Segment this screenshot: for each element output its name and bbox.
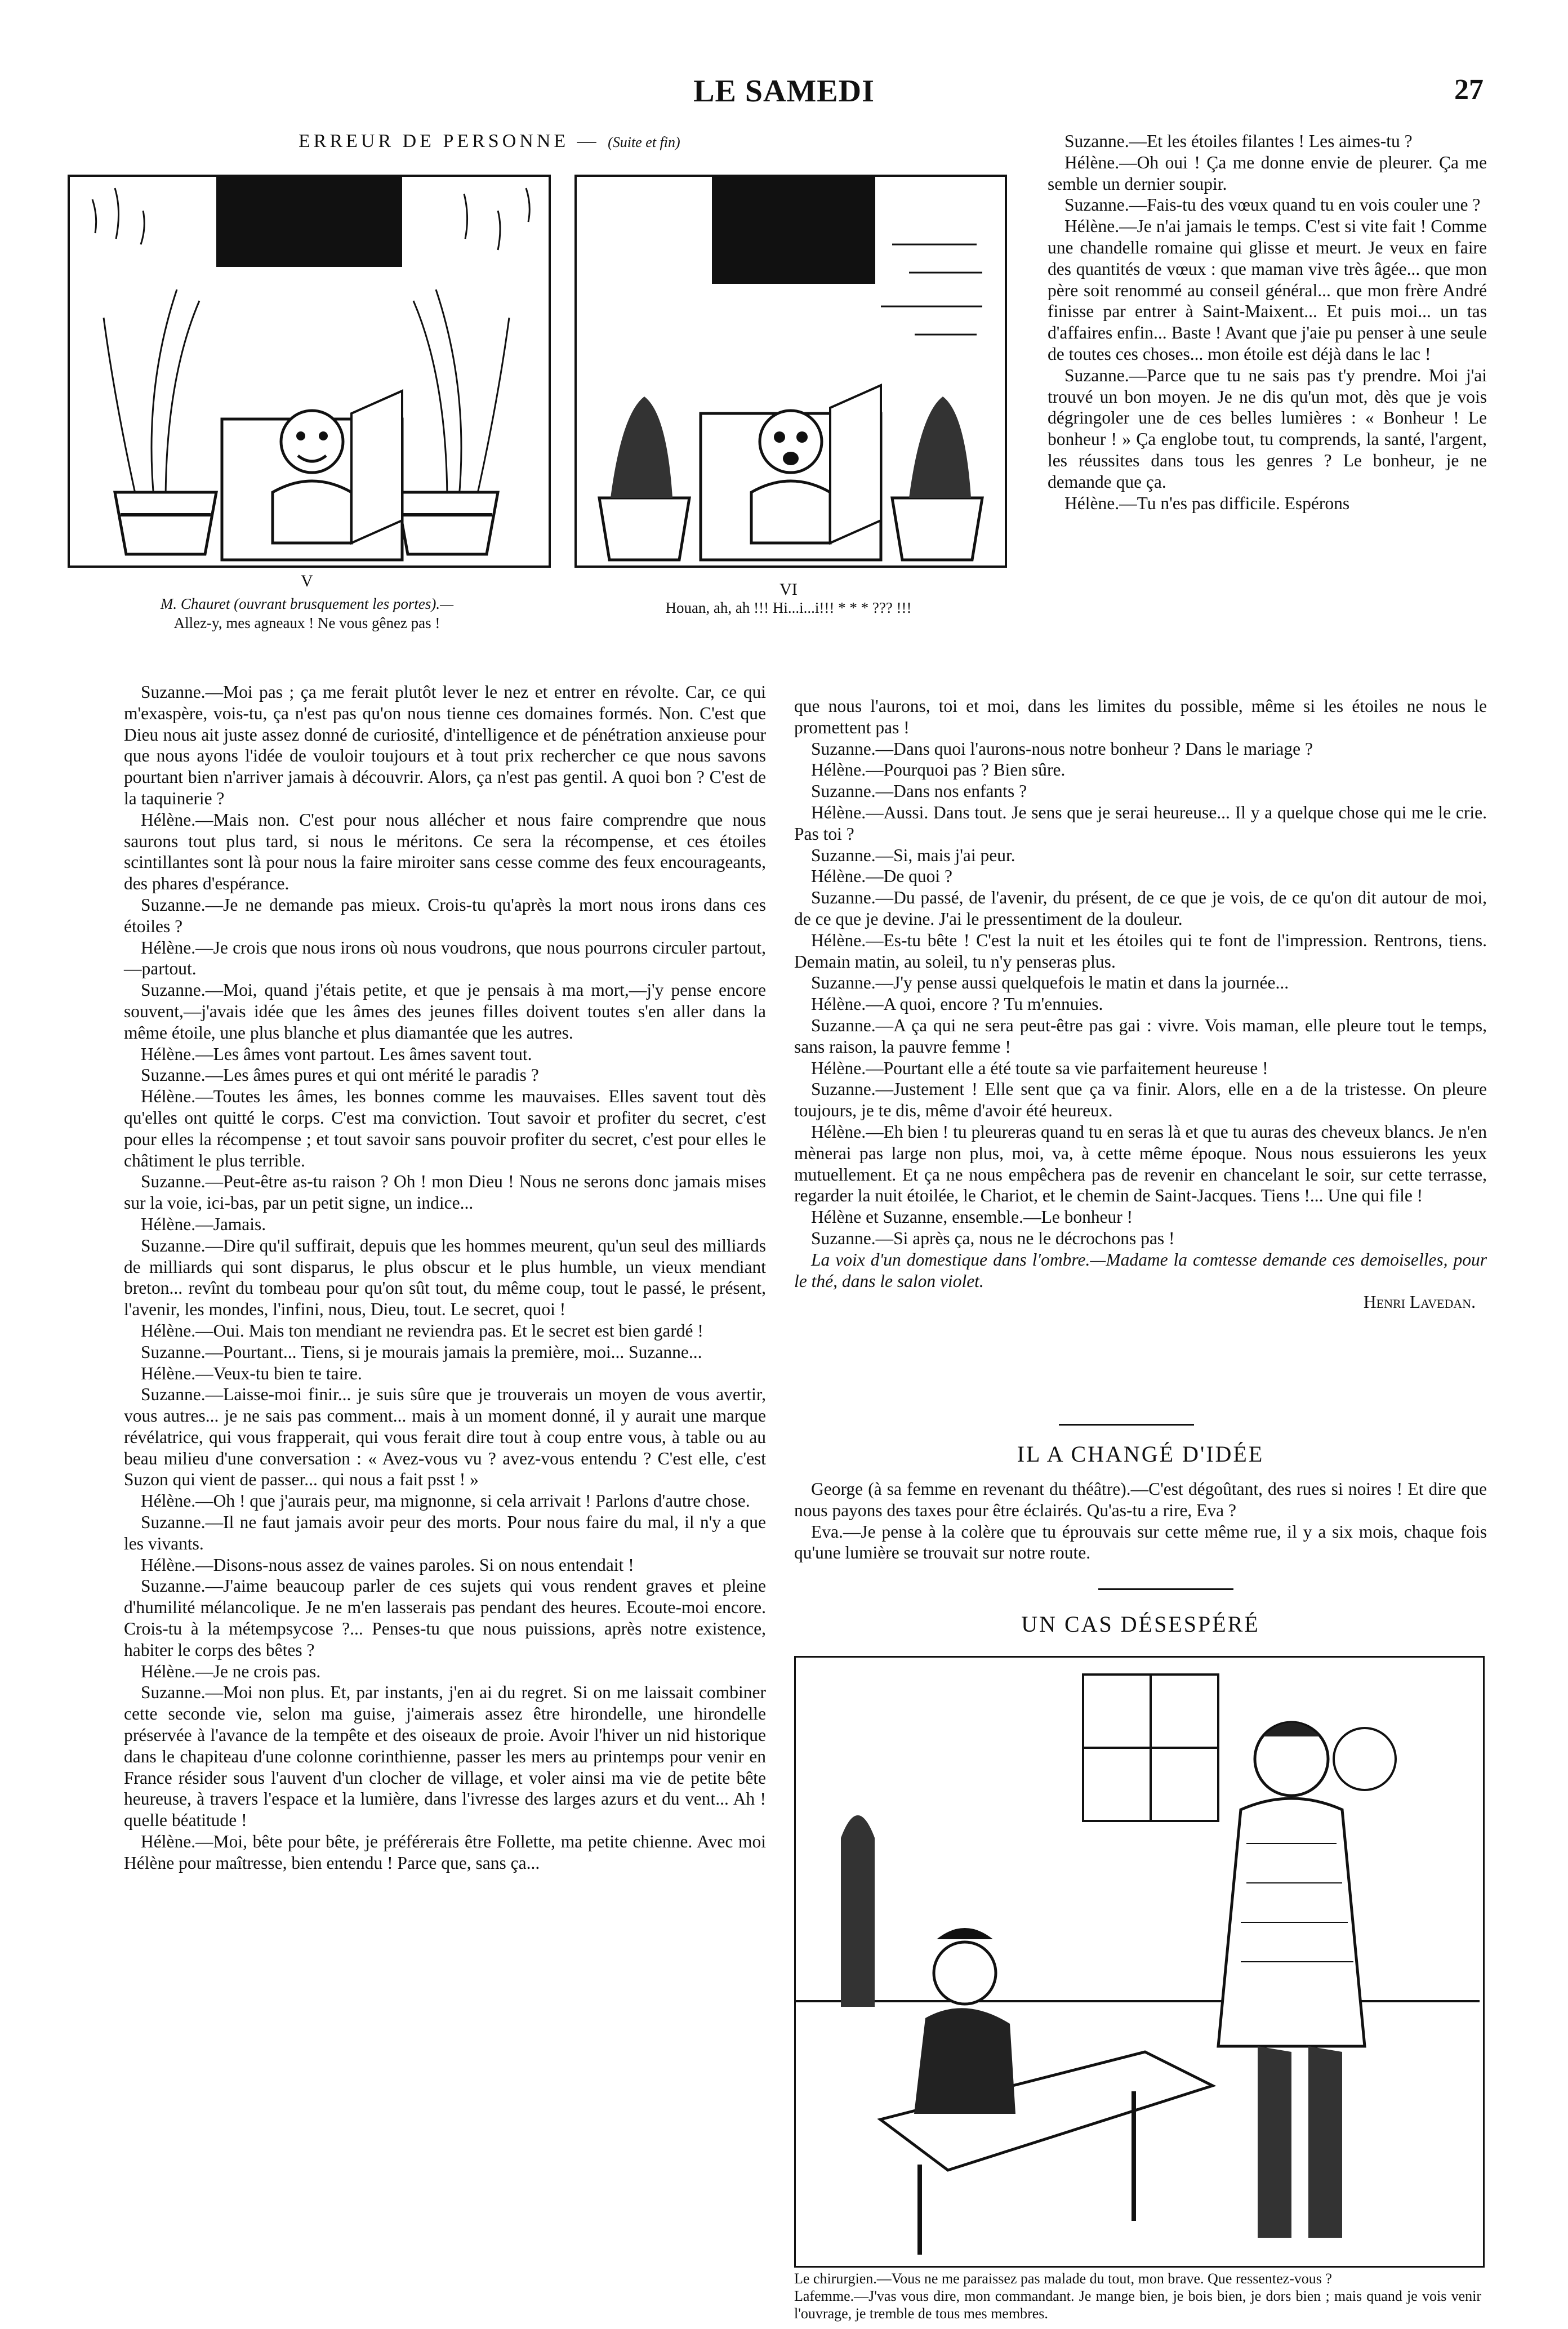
paragraph: Suzanne.—Moi pas ; ça me ferait plutôt lever le nez et entrer en révolte. Car, ce qui m'exaspère, vois-tu, ça n'est pas qu'on nous tienne ces domaines formés. Non. C'est que Dieu nous ait juste assez donné de curiosité, d'intelligence et de pénétration anxieuse pour que nous ayons l'idée de vouloir toujours et à tout prix rechercher ce que nous savons pourtant bien n'arriver jamais à découvrir. Alors, ça n'est pas gentil. A quoi bon ? C'est de la taquinerie ? [124, 682, 766, 808]
section-divider [1059, 1424, 1194, 1426]
paragraph: Hélène.—Mais non. C'est pour nous allécher et nous faire comprendre que nous saurons tout plus tard, si nous le méritons. Ce sera la récompense, et ces étoiles scintillantes sont là pour nous la faire miroiter sans cesse comme des feux encourageants, des phares d'espérance. [124, 809, 766, 894]
paragraph: Suzanne.—Et les étoiles filantes ! Les aimes-tu ? [1064, 131, 1413, 151]
paragraph: Suzanne.—Les âmes pures et qui ont mérité le paradis ? [141, 1065, 539, 1085]
article-title-text: ERREUR DE PERSONNE [299, 131, 569, 152]
paragraph: Hélène.—Tu n'es pas difficile. Espérons [1064, 493, 1350, 513]
paragraph: Suzanne.—Je ne demande pas mieux. Crois-tu qu'après la mort nous irons dans ces étoiles ? [124, 894, 766, 936]
paragraph: Suzanne.—Parce que tu ne sais pas t'y prendre. Moi j'ai trouvé un bon moyen. Je ne dis qu'un mot, dès que je vois dégringoler une de ces belles lumières : « Bonheur ! Le bonheur ! » Ça englobe tout, tu comprends, la santé, l'argent, les réussites dans tous les genres ? Le bonheur, je ne demande que ça. [1048, 365, 1487, 492]
section-divider [1098, 1588, 1233, 1590]
paragraph: Hélène.—Moi, bête pour bête, je préférerais être Follette, ma petite chienne. Avec moi Hélène pour maîtresse, bien entendu ! Parce que, sans ça... [124, 1832, 766, 1873]
paragraph: Suzanne.—Fais-tu des vœux quand tu en vois couler une ? [1064, 195, 1481, 215]
panel-v-number: V [301, 572, 313, 590]
illustration-panel-vi [574, 175, 1007, 568]
right-column-top-text [1048, 131, 1487, 514]
paragraph: Hélène.—Je n'ai jamais le temps. C'est si vite fait ! Comme une chandelle romaine qui glisse et meurt. Je veux en faire des quantités de vœux : que maman vive très âgée... que mon père soit renommé au conseil général... que mon frère André finisse par entrer à Saint-Maixent... Et puis moi... un tas d'affaires enfin... Baste ! Avant que j'aie pu penser à une seule de toutes ces choses... mon étoile est déjà dans le lac ! [1048, 216, 1487, 364]
panel-vi-caption [574, 598, 1003, 617]
paragraph: Hélène.—Eh bien ! tu pleureras quand tu en seras là et que tu auras des cheveux blancs. Je n'en mènerai pas large non plus, moi, va, à cette même époque. Nous nous essuierons les yeux mutuellement. Et ça ne nous empêchera pas de revenir en chancelant le soir, sur cette terrasse, regarder la nuit étoilée, le Chariot, et le chemin de Saint-Jacques. Tiens !... Une qui file ! [794, 1121, 1487, 1206]
paragraph: Hélène.—A quoi, encore ? Tu m'ennuies. [811, 994, 1103, 1014]
cartoon-drawing [796, 1658, 1480, 2263]
caption-line: Le chirurgien.—Vous ne me paraissez pas malade du tout, mon brave. Que ressentez-vous ? [794, 2270, 1332, 2287]
paragraph: La voix d'un domestique dans l'ombre.—Madame la comtesse demande ces demoiselles, pour le thé, dans le salon violet. [794, 1249, 1487, 1291]
paragraph: Hélène.—Veux-tu bien te taire. [141, 1363, 362, 1383]
paragraph: Suzanne.—Si après ça, nous ne le décrochons pas ! [811, 1228, 1175, 1248]
paragraph: que nous l'aurons, toi et moi, dans les limites du possible, même si les étoiles ne nous le promettent pas ! [794, 696, 1487, 737]
paragraph: Suzanne.—J'y pense aussi quelquefois le matin et dans la journée... [811, 973, 1289, 993]
paragraph: Suzanne.—A ça qui ne sera peut-être pas gai : vivre. Vois maman, elle pleure tout le temps, sans raison, la pauvre femme ! [794, 1015, 1487, 1057]
left-column-text [124, 682, 766, 1874]
paragraph: Suzanne.—Il ne faut jamais avoir peur des morts. Pour nous faire du mal, il n'y a que les vivants. [124, 1512, 766, 1553]
caption-line: Lafemme.—J'vas vous dire, mon commandant. Je mange bien, je bois bien, je dors bien ; mais quand je vois venir l'ouvrage, je tremble de tous mes membres. [794, 2288, 1481, 2322]
paragraph: Suzanne.—Peut-être as-tu raison ? Oh ! mon Dieu ! Nous ne serons donc jamais mises sur la voie, ici-bas, par un petit signe, un indice... [124, 1172, 766, 1213]
paragraph: Hélène.—Je ne crois pas. [141, 1661, 321, 1681]
paragraph: Suzanne.—Moi, quand j'étais petite, et que je pensais à ma mort,—j'y pense encore souvent,—j'avais idée que les âmes des jeunes filles doivent toutes s'en aller dans la même étoile, une plus blanche et plus diamantée que les autres. [124, 980, 766, 1043]
story-il-a-change-text [794, 1479, 1487, 1564]
paragraph: Suzanne.—Du passé, de l'avenir, du présent, de ce que je vois, de ce qu'on dit autour de moi, de ce que je devine. J'ai le pressentiment de la douleur. [794, 888, 1487, 929]
paragraph: Hélène.—Toutes les âmes, les bonnes comme les mauvaises. Elles savent tout dès qu'elles ont quitté le corps. C'est ma conviction. Tout savoir et profiter du secret, c'est pour elles la récompense ; et tout savoir sans pouvoir profiter du secret, c'est pour elles le châtiment le plus terrible. [124, 1086, 766, 1170]
paragraph: Hélène.—Aussi. Dans tout. Je sens que je serai heureuse... Il y a quelque chose qui me le crie. Pas toi ? [794, 802, 1487, 844]
paragraph: Eva.—Je pense à la colère que tu éprouvais sur cette même rue, il y a six mois, chaque fois qu'une lumière se trouvait sur notre route. [794, 1521, 1487, 1563]
paragraph: Hélène.—Les âmes vont partout. Les âmes savent tout. [141, 1044, 532, 1064]
paragraph: Hélène.—Oh ! que j'aurais peur, ma mignonne, si cela arrivait ! Parlons d'autre chose. [141, 1491, 750, 1511]
panel-v-caption-line: Allez-y, mes agneaux ! Ne vous gênez pas ! [173, 614, 440, 631]
paragraph: George (à sa femme en revenant du théâtre).—C'est dégoûtant, des rues si noires ! Et dire que nous payons des taxes pour être éclairés. Qu'as-tu a rire, Eva ? [794, 1479, 1487, 1520]
page-number: 27 [1454, 74, 1484, 106]
paragraph: Suzanne.—Dire qu'il suffirait, depuis que les hommes meurent, qu'un seul des milliards de milliards qui sont disparus, le plus obscur et le plus humble, un vieux mendiant breton... revînt du tombeau pour qu'on sût tout, du même coup, tout le passé, le présent, l'avenir, les mondes, l'infini, nous, Dieu, tout. Le secret, quoi ! [124, 1235, 766, 1320]
paragraph: Suzanne.—Laisse-moi finir... je suis sûre que je trouverais un moyen de vous avertir, vous autres... je ne sais pas comment... mais à un moment donné, il y aurait une marque révélatrice, qui vous frapperait, qui vous ferait dire tout à coup entre vous, à table ou au beau milieu d'une conversation : « Avez-vous vu ? avez-vous entendu ? C'est elle, c'est Suzon qui vient de passer... qui nous a fait psst ! » [124, 1384, 766, 1490]
right-column-wide-text [794, 696, 1487, 1313]
paragraph: Hélène.—Disons-nous assez de vaines paroles. Si on nous entendait ! [141, 1555, 634, 1575]
paragraph: Hélène et Suzanne, ensemble.—Le bonheur ! [811, 1207, 1133, 1227]
paragraph: Suzanne.—Dans nos enfants ? [811, 781, 1027, 801]
paragraph: Hélène.—Pourtant elle a été toute sa vie parfaitement heureuse ! [811, 1058, 1268, 1078]
journal-title: LE SAMEDI [693, 74, 875, 109]
paragraph: Hélène.—Jamais. [141, 1214, 266, 1234]
paragraph: Hélène.—Oh oui ! Ça me donne envie de pleurer. Ça me semble un dernier soupir. [1048, 152, 1487, 194]
article-title-suffix: (Suite et fin) [608, 134, 680, 150]
paragraph: Suzanne.—Dans quoi l'aurons-nous notre bonheur ? Dans le mariage ? [811, 738, 1313, 759]
panel-v-caption [68, 594, 546, 633]
paragraph: Hélène.—Je crois que nous irons où nous voudrons, que nous pourrons circuler partout,—partout. [124, 937, 766, 979]
paragraph: Suzanne.—J'aime beaucoup parler de ces sujets qui vous rendent graves et pleine d'humilité mélancolique. Je ne m'en lasserais pas pendant des heures. Ecoute-moi encore. Crois-tu à la métempsycose ?... Penses-tu que nous puissions, après notre existence, habiter le corps des bêtes ? [124, 1576, 766, 1660]
paragraph: Hélène.—Pourquoi pas ? Bien sûre. [811, 760, 1066, 780]
panel-vi-number: VI [779, 580, 798, 599]
panel-v-drawing [70, 177, 549, 565]
paragraph: Hélène.—Es-tu bête ! C'est la nuit et les étoiles qui te font de l'impression. Rentrons, tiens. Demain matin, au soleil, tu n'y penseras plus. [794, 930, 1487, 972]
panel-vi-drawing [577, 177, 1005, 565]
paragraph: Hélène.—De quoi ? [811, 866, 953, 887]
story-title-il-a-change: IL A CHANGÉ D'IDÉE [1017, 1441, 1264, 1467]
paragraph: Hélène.—Oui. Mais ton mendiant ne reviendra pas. Et le secret est bien gardé ! [141, 1320, 703, 1341]
article-title: ERREUR DE PERSONNE — (Suite et fin) [299, 131, 680, 152]
author-signature: Henri Lavedan. [1363, 1292, 1476, 1312]
panel-v-caption-line: M. Chauret (ouvrant brusquement les portes).— [160, 595, 454, 612]
paragraph: Suzanne.—Si, mais j'ai peur. [811, 845, 1015, 865]
cartoon-caption [794, 2270, 1481, 2322]
story-title-un-cas: UN CAS DÉSESPÉRÉ [1021, 1611, 1260, 1637]
panel-vi-caption-line: Houan, ah, ah !!! Hi...i...i!!! * * * ??? !!! [665, 599, 912, 616]
illustration-panel-v [68, 175, 551, 568]
cartoon-illustration [794, 1656, 1485, 2268]
paragraph: Suzanne.—Justement ! Elle sent que ça va finir. Alors, elle en a de la tristesse. On pleure toujours, je te dis, même d'avoir été heureux. [794, 1079, 1487, 1121]
paragraph: Suzanne.—Moi non plus. Et, par instants, j'en ai du regret. Si on me laissait combiner cette seconde vie, selon ma guise, j'aimerais assez être hirondelle, une hirondelle préservée à l'avance de la tempête et des oiseaux de proie. Avoir l'hiver un nid historique dans le chapiteau d'une colonne corinthienne, passer les mers au printemps pour venir en France résider sous l'auvent d'un clocher de village, et voler ainsi ma vie de petite bête heureuse, à travers l'espace et la lumière, dans l'ivresse des larges azurs et du vent... Ah ! quelle béatitude ! [124, 1682, 766, 1831]
paragraph: Suzanne.—Pourtant... Tiens, si je mourais jamais la première, moi... Suzanne... [141, 1342, 702, 1362]
